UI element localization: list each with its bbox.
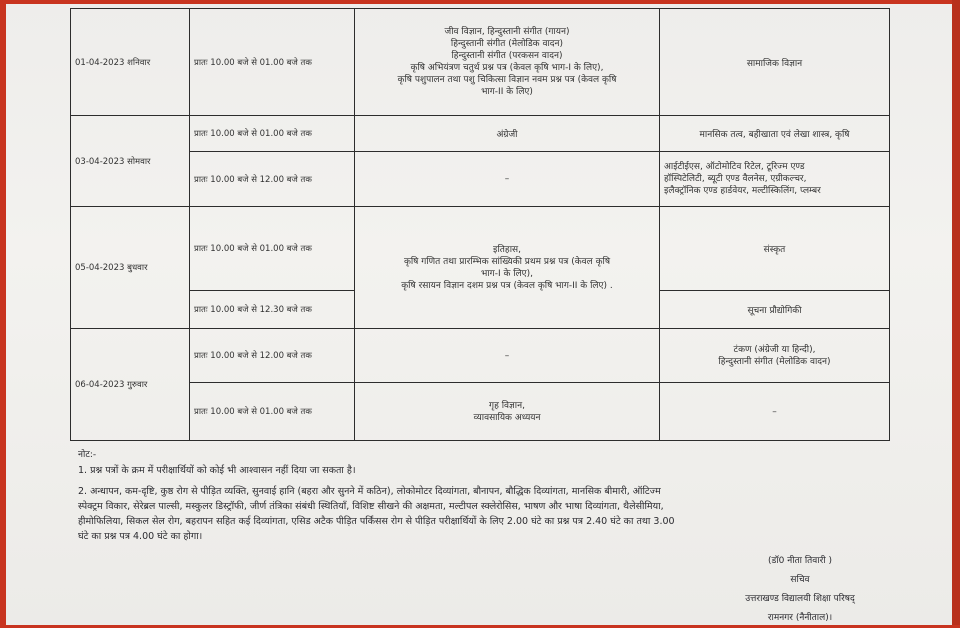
note-line: स्पेक्ट्रम विकार, सेरेब्रल पाल्सी, मस्कुलर डिस्ट्रॉफी, जीर्ण तंत्रिका संबंधी स्थितियाँ, विशिष्ट सीखने की अक्षमता, मल्टीपल स्क्लेरोसिस, भाषण और भाषा दिव्यांगता, थैलेसीमिया,	[78, 501, 664, 512]
subject-cell: सामाजिक विज्ञान	[660, 9, 890, 116]
red-border-left	[0, 0, 6, 628]
note-line: घंटे का प्रश्न पत्र 4.00 घंटे का होगा।	[78, 531, 203, 542]
subject-line: इतिहास,	[493, 244, 521, 255]
table-row	[71, 329, 890, 383]
subject-cell: –	[355, 329, 660, 383]
date-cell: 06-04-2023 गुरुवार	[71, 329, 190, 441]
subject-line: गृह विज्ञान,	[489, 400, 525, 411]
exam-schedule-table	[70, 8, 890, 441]
time-cell: प्रातः 10.00 बजे से 12.00 बजे तक	[190, 152, 355, 207]
subject-cell	[355, 207, 660, 329]
subject-line: भाग-I के लिए),	[480, 268, 534, 279]
signatory-designation: सचिव	[790, 575, 810, 585]
subject-line: हिन्दुस्तानी संगीत (मेलोडिक वादन)	[450, 39, 564, 49]
subject-cell: –	[355, 152, 660, 207]
subject-line: आईटीईएस, ऑटोमोटिव रिटेल, टूरिज्म एण्ड	[664, 162, 805, 172]
notes-heading: नोट:-	[78, 450, 97, 460]
table-row	[71, 383, 890, 441]
time-cell: प्रातः 10.00 बजे से 01.00 बजे तक	[190, 9, 355, 116]
subject-cell: मानसिक तत्व, बहीखाता एवं लेखा शास्त्र, कृषि	[660, 116, 890, 152]
time-cell: प्रातः 10.00 बजे से 12.30 बजे तक	[190, 291, 355, 329]
subject-line: हिन्दुस्तानी संगीत (परकसन वादन)	[451, 51, 563, 61]
table-row	[71, 116, 890, 152]
red-border-top	[0, 0, 960, 4]
subject-line: कृषि पशुपालन तथा पशु चिकित्सा विज्ञान नवम प्रश्न पत्र (केवल कृषि	[397, 75, 617, 85]
subject-line: कृषि अभियंत्रण चतुर्थ प्रश्न पत्र (केवल कृषि भाग-I के लिए),	[410, 63, 604, 73]
subject-cell: सूचना प्रौद्योगिकी	[660, 291, 890, 329]
signatory-place: रामनगर (नैनीताल)।	[767, 613, 833, 623]
table-row	[71, 207, 890, 291]
subject-cell: संस्कृत	[660, 207, 890, 291]
subject-line: टंकण (अंग्रेजी या हिन्दी),	[733, 344, 816, 355]
red-border-right	[952, 0, 960, 628]
date-cell: 01-04-2023 शनिवार	[71, 9, 190, 116]
subject-line: व्यावसायिक अध्ययन	[473, 412, 541, 423]
subject-line: कृषि रसायन विज्ञान दशम प्रश्न पत्र (केवल कृषि भाग-II के लिए) .	[401, 280, 613, 291]
signatory-organization: उत्तराखण्ड विद्यालयी शिक्षा परिषद्	[745, 594, 855, 604]
subject-cell	[355, 383, 660, 441]
subject-line: इलैक्ट्रॉनिक एण्ड हार्डवेयर, मल्टीस्किलिंग, प्लम्बर	[664, 186, 821, 196]
subject-cell: –	[660, 383, 890, 441]
time-cell: प्रातः 10.00 बजे से 01.00 बजे तक	[190, 207, 355, 291]
date-cell: 03-04-2023 सोमवार	[71, 116, 190, 207]
note-line: हीमोफिलिया, सिकल सेल रोग, बहरापन सहित कई दिव्यांगता, एसिड अटैक पीड़ित पर्किंसस रोग से पीड़ित परीक्षार्थियों के लिए 2.00 घंटे का प्रश्न पत्र 2.40 घंटे का तथा 3.00	[78, 516, 675, 527]
subject-line: जीव विज्ञान, हिन्दुस्तानी संगीत (गायन)	[444, 27, 570, 37]
subject-line: हिन्दुस्तानी संगीत (मेलोडिक वादन)	[718, 356, 831, 367]
subject-cell	[660, 329, 890, 383]
time-cell: प्रातः 10.00 बजे से 12.00 बजे तक	[190, 329, 355, 383]
signatory-name: (डॉ0 नीता तिवारी )	[767, 556, 833, 566]
notes-section	[78, 448, 898, 544]
subject-line: कृषि गणित तथा प्रारम्भिक सांख्यिकी प्रथम प्रश्न पत्र (केवल कृषि	[403, 256, 611, 267]
date-cell: 05-04-2023 बुधवार	[71, 207, 190, 329]
table-row	[71, 9, 890, 116]
subject-cell	[355, 9, 660, 116]
subject-line: हॉस्पिटेलिटी, ब्यूटी एण्ड वैलनेस, एग्रीकल्चर,	[664, 174, 807, 184]
table-row	[71, 152, 890, 207]
time-cell: प्रातः 10.00 बजे से 01.00 बजे तक	[190, 383, 355, 441]
subject-cell	[660, 152, 890, 207]
subject-cell: अंग्रेजी	[355, 116, 660, 152]
note-line: 2. अन्धापन, कम-दृष्टि, कुष्ठ रोग से पीड़ित व्यक्ति, सुनवाई हानि (बहरा और सुनने में कठिन), लोकोमोटर दिव्यांगता, बौनापन, बौद्धिक दिव्यांगता, मानसिक बीमारी, ऑटिज्म	[78, 486, 661, 497]
time-cell: प्रातः 10.00 बजे से 01.00 बजे तक	[190, 116, 355, 152]
signature-block	[700, 552, 900, 628]
subject-line: भाग-II के लिए)	[481, 87, 533, 97]
note-item: 1. प्रश्न पत्रों के क्रम में परीक्षार्थियों को कोई भी आश्वासन नहीं दिया जा सकता है।	[78, 465, 356, 476]
